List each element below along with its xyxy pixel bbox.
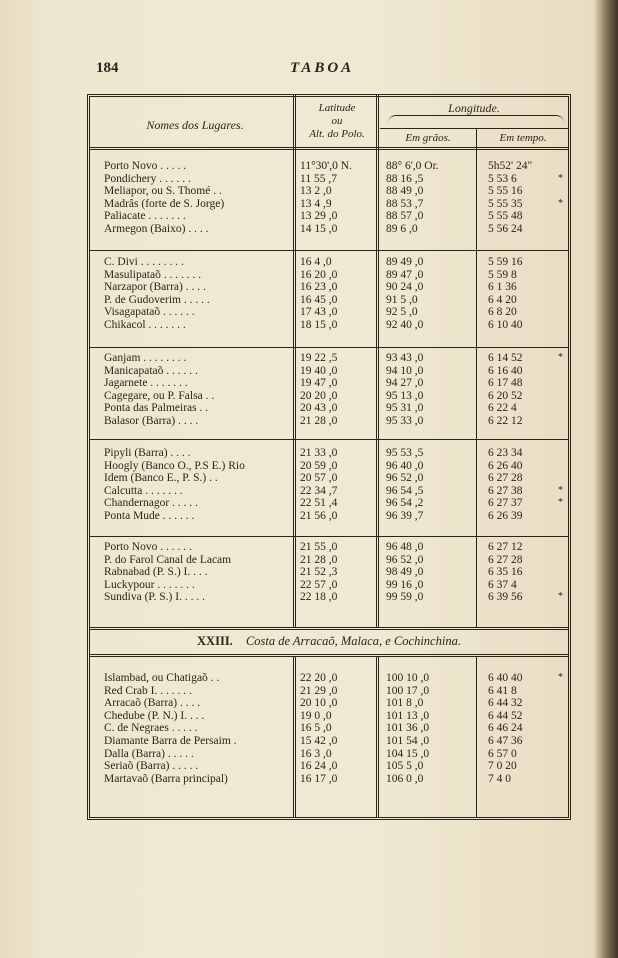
longitude-degrees: 94 10 ,0 [386, 364, 424, 377]
longitude-degrees: 99 16 ,0 [386, 578, 424, 591]
longitude-time: 6 26 39 [488, 510, 523, 522]
latitude-value: 22 51 ,4 [300, 497, 338, 510]
latitude-value: 19 47 ,0 [300, 377, 338, 390]
longitude-degrees: 88 16 ,5 [386, 172, 424, 185]
latitude-value: 20 20 ,0 [300, 389, 338, 402]
table-row [0, 722, 618, 735]
longitude-time: 5 55 48 [488, 210, 523, 223]
page-number: 184 [96, 60, 119, 76]
longitude-degrees: 88° 6',0 Or. [386, 160, 439, 172]
table-row [0, 672, 618, 685]
longitude-time: 6 1 36 [488, 281, 517, 294]
latitude-value: 16 4 ,0 [300, 256, 332, 268]
latitude-value: 14 15 ,0 [300, 223, 338, 235]
table-row [0, 415, 618, 428]
place-name: C. Divi . . . . . . . . [104, 256, 184, 268]
longitude-time: 6 20 52 [488, 389, 523, 402]
longitude-time: 6 46 24 [488, 722, 523, 735]
table-row [0, 472, 618, 485]
place-name: Balasor (Barra) . . . . [104, 415, 199, 427]
latitude-value: 19 22 ,5 [300, 352, 338, 364]
place-name: Pondichery . . . . . . [104, 172, 191, 185]
latitude-value: 16 20 ,0 [300, 268, 338, 281]
longitude-time: 6 22 12 [488, 415, 523, 427]
table-row [0, 710, 618, 723]
table-row [0, 735, 618, 748]
longitude-time: 6 8 20 [488, 306, 517, 319]
longitude-degrees: 90 24 ,0 [386, 281, 424, 294]
latitude-value: 16 23 ,0 [300, 281, 338, 294]
header-names: Nomes dos Lugares. [146, 118, 244, 132]
longitude-time: 6 27 28 [488, 472, 523, 485]
place-name: Dalla (Barra) . . . . . [104, 747, 194, 760]
longitude-time: 6 27 12 [488, 541, 523, 553]
table-row [0, 185, 618, 198]
longitude-time: 6 40 40 [488, 672, 523, 684]
table-row [0, 447, 618, 460]
longitude-degrees: 89 49 ,0 [386, 256, 424, 268]
longitude-degrees: 101 13 ,0 [386, 709, 430, 722]
place-name: Armegon (Baixo) . . . . [104, 223, 209, 235]
latitude-value: 22 34 ,7 [300, 484, 338, 497]
longitude-degrees: 88 57 ,0 [386, 210, 424, 223]
longitude-time: 6 57 0 [488, 747, 517, 760]
table-row [0, 281, 618, 294]
header-latitude-line-2: ou [331, 115, 343, 127]
longitude-degrees: 100 17 ,0 [386, 684, 430, 697]
longitude-degrees: 95 33 ,0 [386, 415, 424, 427]
star-mark: * [558, 197, 563, 209]
place-name: Madrâs (forte de S. Jorge) [104, 197, 225, 210]
longitude-degrees: 95 31 ,0 [386, 402, 424, 415]
header-longitude: Longitude. [448, 101, 500, 115]
longitude-time: 6 14 52 [488, 352, 523, 364]
latitude-value: 20 59 ,0 [300, 459, 338, 472]
latitude-value: 21 33 ,0 [300, 447, 338, 459]
longitude-time: 6 23 34 [488, 447, 523, 459]
place-name: Ponta das Palmeiras . . [104, 402, 209, 415]
latitude-value: 21 28 ,0 [300, 415, 338, 427]
place-name: Calcutta . . . . . . . [104, 484, 183, 497]
longitude-degrees: 96 54 ,5 [386, 484, 424, 497]
place-name: Narzapor (Barra) . . . . [104, 281, 206, 294]
longitude-time: 7 0 20 [488, 760, 517, 773]
header-rule [380, 128, 568, 129]
place-name: Idem (Banco E., P. S.) . . [104, 472, 218, 485]
longitude-degrees: 96 54 ,2 [386, 497, 424, 510]
star-mark: * [558, 591, 563, 603]
place-name: Sundiva (P. S.) I. . . . . [104, 591, 205, 604]
table-row [0, 390, 618, 403]
longitude-degrees: 96 48 ,0 [386, 541, 424, 553]
longitude-degrees: 101 54 ,0 [386, 735, 430, 747]
latitude-value: 21 56 ,0 [300, 510, 338, 522]
longitude-degrees: 96 52 ,0 [386, 553, 424, 566]
place-name: Seriaõ (Barra) . . . . . [104, 760, 199, 773]
latitude-value: 16 24 ,0 [300, 760, 338, 773]
table-row [0, 591, 618, 604]
place-name: Visagapataõ . . . . . . [104, 306, 195, 319]
section-name: Costa de Arracaõ, Malaca, e Cochinchina. [245, 634, 461, 648]
longitude-degrees: 92 40 ,0 [386, 319, 424, 331]
running-title: TABOA [290, 60, 355, 76]
table-row [0, 173, 618, 186]
longitude-time: 5 59 8 [488, 268, 517, 281]
longitude-degrees: 96 40 ,0 [386, 459, 424, 472]
longitude-time: 6 22 4 [488, 402, 517, 415]
table-row [0, 554, 618, 567]
latitude-value: 11°30',0 N. [300, 160, 352, 172]
place-name: P. do Farol Canal de Lacam [104, 553, 232, 566]
longitude-time: 6 16 40 [488, 364, 523, 377]
latitude-value: 21 52 ,3 [300, 566, 338, 579]
longitude-degrees: 91 5 ,0 [386, 293, 418, 306]
star-mark: * [558, 172, 563, 184]
place-name: Chandernagor . . . . . [104, 497, 198, 510]
place-name: Arracaõ (Barra) . . . . [104, 697, 201, 710]
longitude-time: 5 56 24 [488, 223, 523, 235]
table-row [0, 510, 618, 523]
table-row [0, 497, 618, 510]
longitude-degrees: 105 5 ,0 [386, 760, 424, 773]
latitude-value: 20 43 ,0 [300, 402, 338, 415]
table-row [0, 377, 618, 390]
longitude-degrees: 95 13 ,0 [386, 389, 424, 402]
place-name: Meliapor, ou S. Thomé . . [104, 185, 222, 198]
longitude-degrees: 96 39 ,7 [386, 510, 424, 522]
table-row [0, 579, 618, 592]
table-row [0, 198, 618, 211]
longitude-time: 6 41 8 [488, 684, 517, 697]
latitude-value: 16 17 ,0 [300, 772, 338, 785]
longitude-time: 5h52' 24" [488, 160, 533, 172]
table-row [0, 760, 618, 773]
longitude-time: 5 53 6 [488, 172, 517, 185]
place-name: C. de Negraes . . . . . [104, 722, 198, 735]
longitude-degrees: 89 47 ,0 [386, 268, 424, 281]
longitude-degrees: 92 5 ,0 [386, 306, 418, 319]
latitude-value: 19 40 ,0 [300, 364, 338, 377]
longitude-time: 6 27 28 [488, 553, 523, 566]
table-row [0, 541, 618, 554]
longitude-time: 6 10 40 [488, 319, 523, 331]
latitude-value: 13 4 ,9 [300, 197, 332, 210]
table-row [0, 566, 618, 579]
place-name: Rabnabad (P. S.) I. . . . [104, 566, 208, 579]
place-name: Hoogly (Banco O., P.S E.) Rio [104, 459, 245, 472]
table-row [0, 352, 618, 365]
header-degrees: Em grãos. [405, 132, 451, 144]
table-row [0, 319, 618, 332]
table-row [0, 256, 618, 269]
table-row [0, 460, 618, 473]
place-name: Cagegare, ou P. Falsa . . [104, 389, 215, 402]
latitude-value: 13 29 ,0 [300, 210, 338, 223]
latitude-value: 22 20 ,0 [300, 672, 338, 684]
header-rule [90, 147, 568, 150]
section-rule [90, 627, 568, 630]
longitude-time: 6 27 37 [488, 497, 523, 510]
longitude-time: 6 27 38 [488, 484, 523, 497]
place-name: Luckypour . . . . . . . [104, 578, 195, 591]
place-name: Pipyli (Barra) . . . . [104, 447, 191, 459]
longitude-time: 6 17 48 [488, 377, 523, 390]
group-rule [90, 347, 568, 348]
place-name: Manicapataõ . . . . . . [104, 364, 198, 377]
longitude-degrees: 94 27 ,0 [386, 377, 424, 390]
latitude-value: 16 45 ,0 [300, 293, 338, 306]
place-name: Porto Novo . . . . . . [104, 541, 192, 553]
section-title [90, 634, 568, 649]
place-name: Red Crab I. . . . . . . [104, 684, 192, 697]
longitude-degrees: 93 43 ,0 [386, 352, 424, 364]
table-row [0, 748, 618, 761]
longitude-degrees: 106 0 ,0 [386, 772, 424, 785]
longitude-degrees: 89 6 ,0 [386, 223, 418, 235]
longitude-time: 6 35 16 [488, 566, 523, 579]
group-rule [90, 439, 568, 440]
table-row [0, 773, 618, 786]
latitude-value: 22 57 ,0 [300, 578, 338, 591]
table-row [0, 306, 618, 319]
table-row [0, 160, 618, 173]
longitude-degrees: 95 53 ,5 [386, 447, 424, 459]
star-mark: * [558, 352, 563, 363]
longitude-time: 6 37 4 [488, 578, 517, 591]
place-name: Ponta Mude . . . . . . [104, 510, 195, 522]
latitude-value: 13 2 ,0 [300, 185, 332, 198]
place-name: Porto Novo . . . . . [104, 160, 187, 172]
group-rule [90, 250, 568, 251]
longitude-time: 6 26 40 [488, 459, 523, 472]
longitude-time: 6 47 36 [488, 735, 523, 747]
header-time: Em tempo. [499, 132, 547, 144]
place-name: P. de Gudoverim . . . . . [104, 293, 210, 306]
table-row [0, 210, 618, 223]
longitude-degrees: 88 49 ,0 [386, 185, 424, 198]
latitude-value: 21 55 ,0 [300, 541, 338, 553]
longitude-time: 5 55 35 [488, 197, 523, 210]
longitude-time: 6 44 52 [488, 709, 523, 722]
place-name: Paliacate . . . . . . . [104, 210, 186, 223]
longitude-time: 6 44 32 [488, 697, 523, 710]
table-row [0, 223, 618, 236]
longitude-time: 7 4 0 [488, 772, 511, 785]
header-latitude-line-1: Latitude [318, 102, 356, 114]
longitude-time: 5 59 16 [488, 256, 523, 268]
longitude-degrees: 98 49 ,0 [386, 566, 424, 579]
place-name: Jagarnete . . . . . . . [104, 377, 188, 390]
longitude-degrees: 101 8 ,0 [386, 697, 424, 710]
latitude-value: 16 3 ,0 [300, 747, 332, 760]
table-row [0, 685, 618, 698]
longitude-time: 6 39 56 [488, 591, 523, 604]
longitude-time: 6 4 20 [488, 293, 517, 306]
latitude-value: 17 43 ,0 [300, 306, 338, 319]
latitude-value: 20 10 ,0 [300, 697, 338, 710]
star-mark: * [558, 672, 563, 683]
table-row [0, 269, 618, 282]
header-latitude [297, 102, 377, 141]
section-number: XXIII. [197, 634, 233, 648]
header-latitude-line-3: Alt. do Polo. [309, 128, 365, 140]
latitude-value: 19 0 ,0 [300, 709, 332, 722]
place-name: Islambad, ou Chatigaõ . . [104, 672, 220, 684]
latitude-value: 18 15 ,0 [300, 319, 338, 331]
place-name: Diamante Barra de Persaim . [104, 735, 237, 747]
latitude-value: 21 29 ,0 [300, 684, 338, 697]
latitude-value: 22 18 ,0 [300, 591, 338, 604]
longitude-degrees: 100 10 ,0 [386, 672, 430, 684]
place-name: Chikacol . . . . . . . [104, 319, 186, 331]
latitude-value: 21 28 ,0 [300, 553, 338, 566]
place-name: Chedube (P. N.) I. . . . [104, 709, 205, 722]
place-name: Martavaõ (Barra principal) [104, 772, 228, 785]
table-row [0, 402, 618, 415]
star-mark: * [558, 484, 563, 496]
latitude-value: 20 57 ,0 [300, 472, 338, 485]
group-rule [90, 536, 568, 537]
longitude-degrees: 104 15 ,0 [386, 747, 430, 760]
longitude-degrees: 101 36 ,0 [386, 722, 430, 735]
section-rule [90, 654, 568, 657]
longitude-degrees: 88 53 ,7 [386, 197, 424, 210]
place-name: Masulipataõ . . . . . . . [104, 268, 202, 281]
longitude-degrees: 96 52 ,0 [386, 472, 424, 485]
table-row [0, 485, 618, 498]
star-mark: * [558, 497, 563, 509]
longitude-time: 5 55 16 [488, 185, 523, 198]
place-name: Ganjam . . . . . . . . [104, 352, 187, 364]
latitude-value: 11 55 ,7 [300, 172, 337, 185]
table-row [0, 697, 618, 710]
longitude-degrees: 99 59 ,0 [386, 591, 424, 604]
table-row [0, 294, 618, 307]
table-row [0, 365, 618, 378]
longitude-brace [388, 115, 564, 126]
latitude-value: 16 5 ,0 [300, 722, 332, 735]
latitude-value: 15 42 ,0 [300, 735, 338, 747]
